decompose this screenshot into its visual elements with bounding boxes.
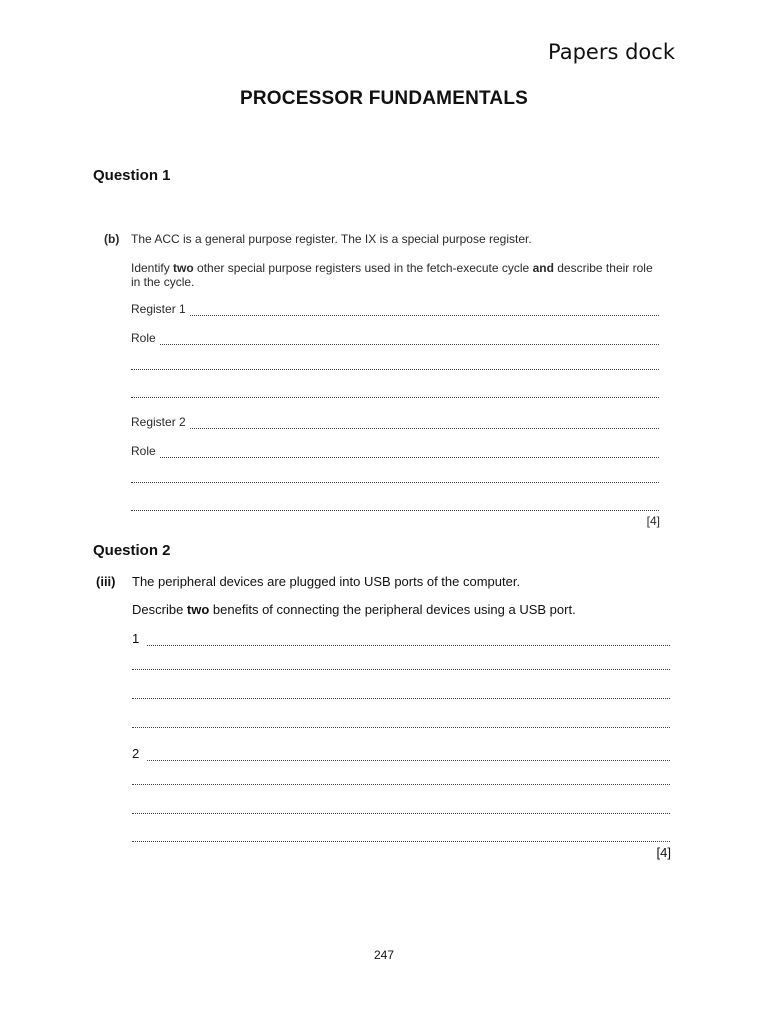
q2-instruction-text-2: benefits of connecting the peripheral devices using a USB port.: [209, 602, 576, 617]
q2-instruction: [132, 602, 672, 617]
answer-line: [131, 501, 659, 511]
answer-line: [190, 306, 659, 316]
q1-register2-label: Register 2: [131, 415, 186, 429]
q1-instruction-text-3: describe their role in the cycle.: [131, 261, 653, 289]
q2-answer1-line: [132, 631, 670, 646]
q1-instruction-text-2: other special purpose registers used in the fetch-execute cycle: [193, 261, 533, 275]
q1-register1-line: [131, 302, 659, 316]
page-title: PROCESSOR FUNDAMENTALS: [240, 88, 528, 109]
answer-line: [160, 335, 659, 345]
q1-register2-line: [131, 415, 659, 429]
q2-answer1-label: 1: [132, 631, 140, 646]
q2-answer-line: [132, 660, 670, 670]
answer-line: [132, 718, 670, 728]
q2-stem: The peripheral devices are plugged into USB ports of the computer.: [132, 574, 521, 589]
q2-answer-line: [132, 804, 670, 814]
q1-stem: The ACC is a general purpose register. The IX is a special purpose register.: [131, 232, 532, 246]
answer-line: [132, 832, 670, 842]
page-number: 247: [373, 948, 395, 962]
answer-line: [132, 775, 670, 785]
q2-answer2-label: 2: [132, 746, 140, 761]
q2-instruction-text-1: Describe: [132, 602, 187, 617]
q1-instruction: [131, 261, 661, 289]
q1-role2-line: [131, 444, 659, 458]
q2-answer-line: [132, 775, 670, 785]
q2-marks: [4]: [656, 845, 671, 860]
answer-line: [190, 419, 659, 429]
q1-marks: [4]: [646, 514, 660, 528]
q1-role1-line: [131, 331, 659, 345]
q1-role1-label: Role: [131, 331, 156, 345]
answer-line: [160, 448, 659, 458]
answer-line: [131, 473, 659, 483]
q1-answer-line: [131, 501, 659, 511]
answer-line: [132, 804, 670, 814]
q2-answer2-line: [132, 746, 670, 761]
q2-answer-line: [132, 718, 670, 728]
q1-instruction-text-1: Identify: [131, 261, 174, 275]
q1-instruction-bold-2: and: [532, 261, 554, 275]
q2-answer-line: [132, 689, 670, 699]
answer-line: [147, 636, 670, 646]
q1-register1-label: Register 1: [131, 302, 186, 316]
q2-answer-line: [132, 832, 670, 842]
q1-answer-line: [131, 360, 659, 370]
q1-answer-line: [131, 388, 659, 398]
q2-instruction-bold-1: two: [186, 602, 210, 617]
answer-line: [132, 660, 670, 670]
q1-part-label: (b): [104, 232, 120, 246]
question-1-heading: Question 1: [93, 167, 171, 184]
question-2-heading: Question 2: [93, 542, 171, 559]
answer-line: [147, 751, 670, 761]
brand-logo-text: Papers dock: [548, 40, 675, 64]
answer-line: [131, 360, 659, 370]
q1-role2-label: Role: [131, 444, 156, 458]
q1-instruction-bold-1: two: [173, 261, 194, 275]
q2-part-label: (iii): [96, 574, 116, 589]
answer-line: [132, 689, 670, 699]
answer-line: [131, 388, 659, 398]
q1-answer-line: [131, 473, 659, 483]
